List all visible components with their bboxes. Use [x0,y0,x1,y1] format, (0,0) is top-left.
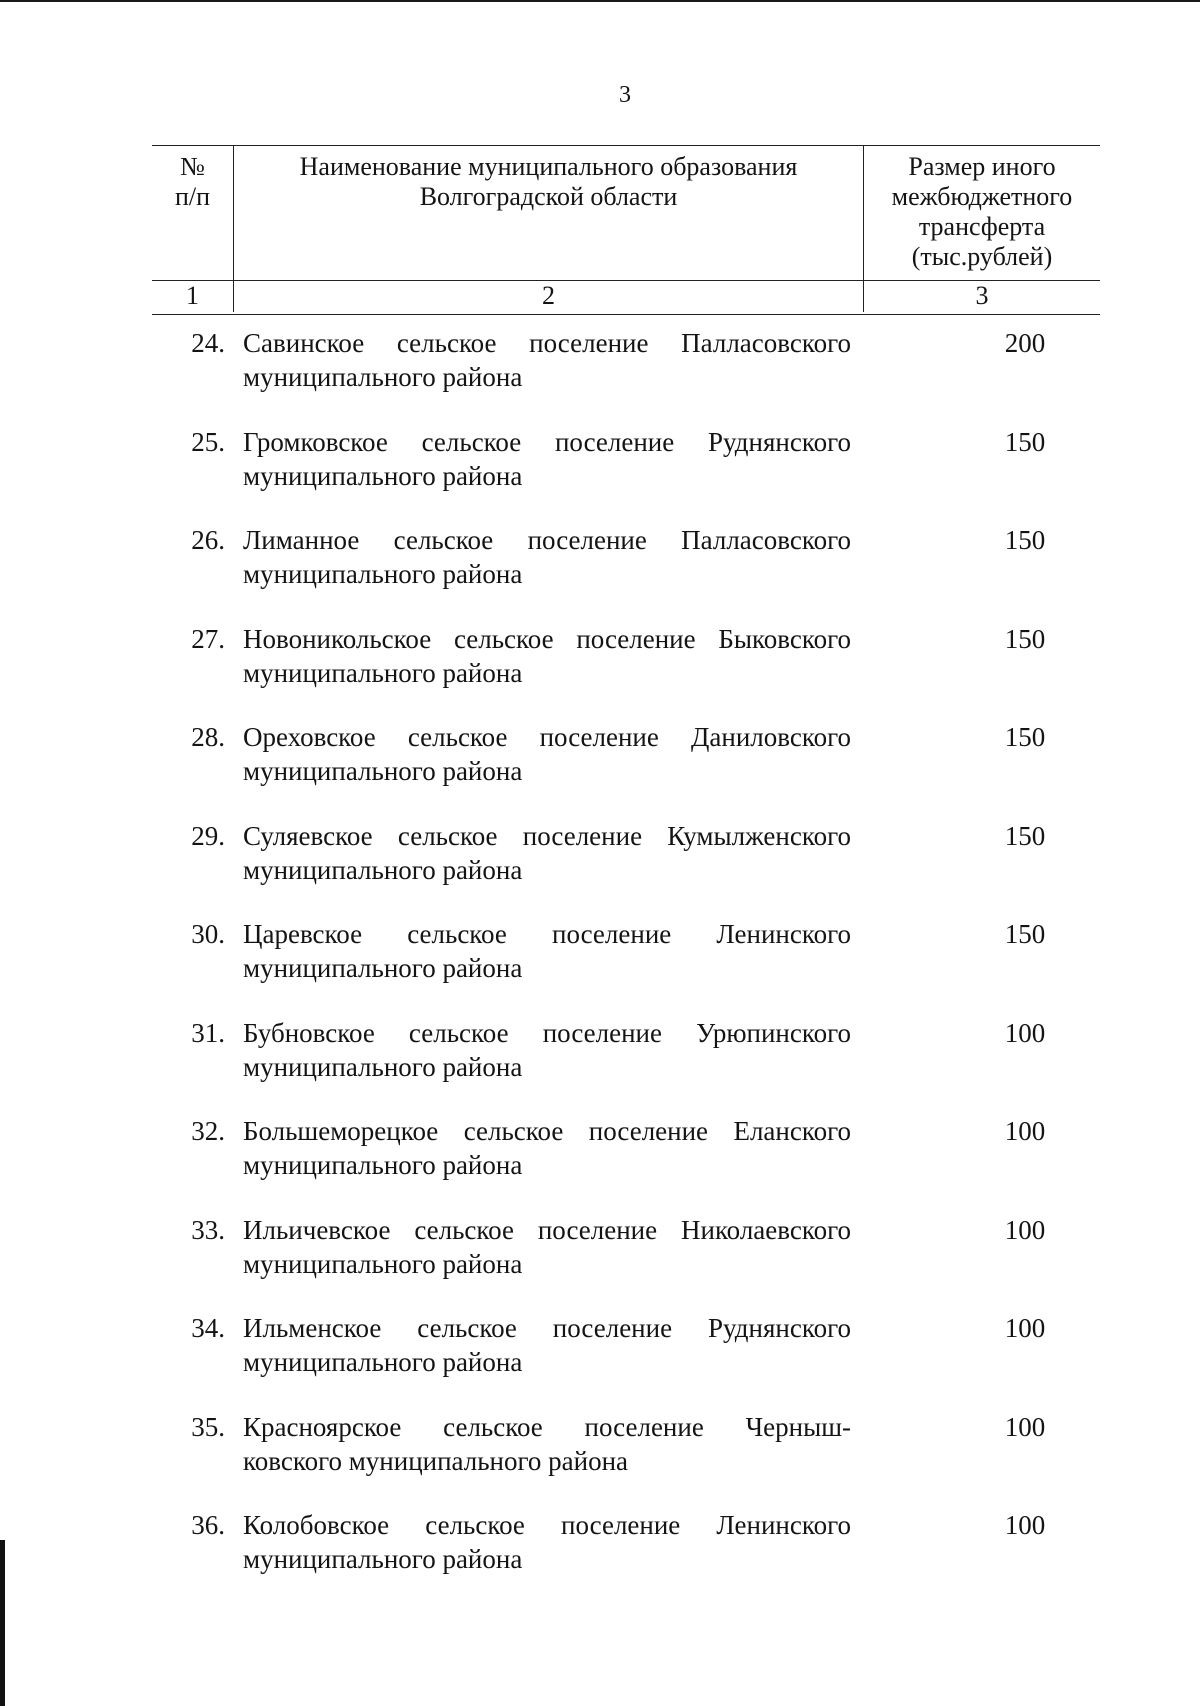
header-name-column: Наименование муниципального образования Волгоградской области [299,152,798,211]
table-row [0,326,1200,425]
table-row [0,917,1200,1016]
column-number-3: 3 [975,281,989,310]
header-number-column: № п/п [174,152,211,211]
table-row [0,720,1200,819]
municipality-name: Царевское сельское поселение Ленинского муниципального района [243,919,851,983]
municipality-name: Савинское сельское поселение Палласовского муниципального района [243,328,851,392]
table-row [0,1311,1200,1410]
table-row [0,1114,1200,1213]
row-number: 29. [191,820,225,851]
row-number: 32. [191,1116,225,1146]
row-number: 25. [191,426,225,457]
municipality-name: Лиманное сельское поселение Палласовского муниципального района [243,525,851,589]
scan-edge-top [0,0,1200,2]
row-number: 33. [191,1214,225,1245]
municipality-name: Бубновское сельское поселение Урюпинского муниципального района [243,1017,851,1082]
municipality-name: Громковское сельское поселение Руднянского муниципального района [243,426,851,491]
table-row [0,819,1200,918]
row-number: 26. [191,525,225,555]
header-amount-column: Размер иного межбюджетного трансферта (тыс.рублей) [891,152,1073,271]
transfer-amount: 150 [1004,820,1046,851]
municipality-name: Ореховское сельское поселение Даниловского муниципального района [243,722,851,786]
municipality-name: Ильичевское сельское поселение Николаевского муниципального района [243,1214,851,1279]
municipality-name: Колобовское сельское поселение Ленинского муниципального района [243,1510,851,1574]
row-number: 24. [191,328,225,358]
table-row [0,1016,1200,1115]
transfer-amount: 100 [1004,1411,1046,1442]
transfer-amount: 100 [1004,1313,1046,1343]
municipality-name: Красноярское сельское поселение Черныш- ковского муниципального района [243,1411,851,1476]
column-number-2: 2 [542,281,555,310]
row-number: 36. [191,1510,225,1540]
transfer-amount: 150 [1004,426,1046,457]
row-number: 34. [191,1313,225,1343]
table-row [0,622,1200,721]
row-number: 27. [191,623,225,654]
transfer-amount: 150 [1004,722,1046,752]
transfer-amount: 150 [1004,919,1046,949]
table-row [0,1508,1200,1607]
transfer-amount: 150 [1004,525,1046,555]
page-number: 3 [619,82,631,108]
table-header [152,145,1100,315]
transfer-amount: 100 [1004,1510,1046,1540]
row-number: 28. [191,722,225,752]
transfer-amount: 100 [1004,1017,1046,1048]
municipality-name: Суляевское сельское поселение Кумылженского муниципального района [243,820,851,885]
table-row [0,425,1200,524]
transfer-amount: 100 [1004,1214,1046,1245]
row-number: 35. [191,1411,225,1442]
row-number: 31. [191,1017,225,1048]
transfer-amount: 100 [1004,1116,1046,1146]
municipality-name: Большеморецкое сельское поселение Еланского муниципального района [243,1116,851,1180]
table-row [0,1213,1200,1312]
municipality-name: Ильменское сельское поселение Руднянского муниципального района [243,1313,851,1377]
transfer-amount: 150 [1004,623,1046,654]
table-row [0,1410,1200,1509]
table-body [0,326,1200,1607]
municipality-name: Новоникольское сельское поселение Быковского муниципального района [243,623,851,688]
table-row [0,523,1200,622]
row-number: 30. [191,919,225,949]
column-number-1: 1 [186,281,199,310]
transfer-amount: 200 [1004,328,1046,358]
